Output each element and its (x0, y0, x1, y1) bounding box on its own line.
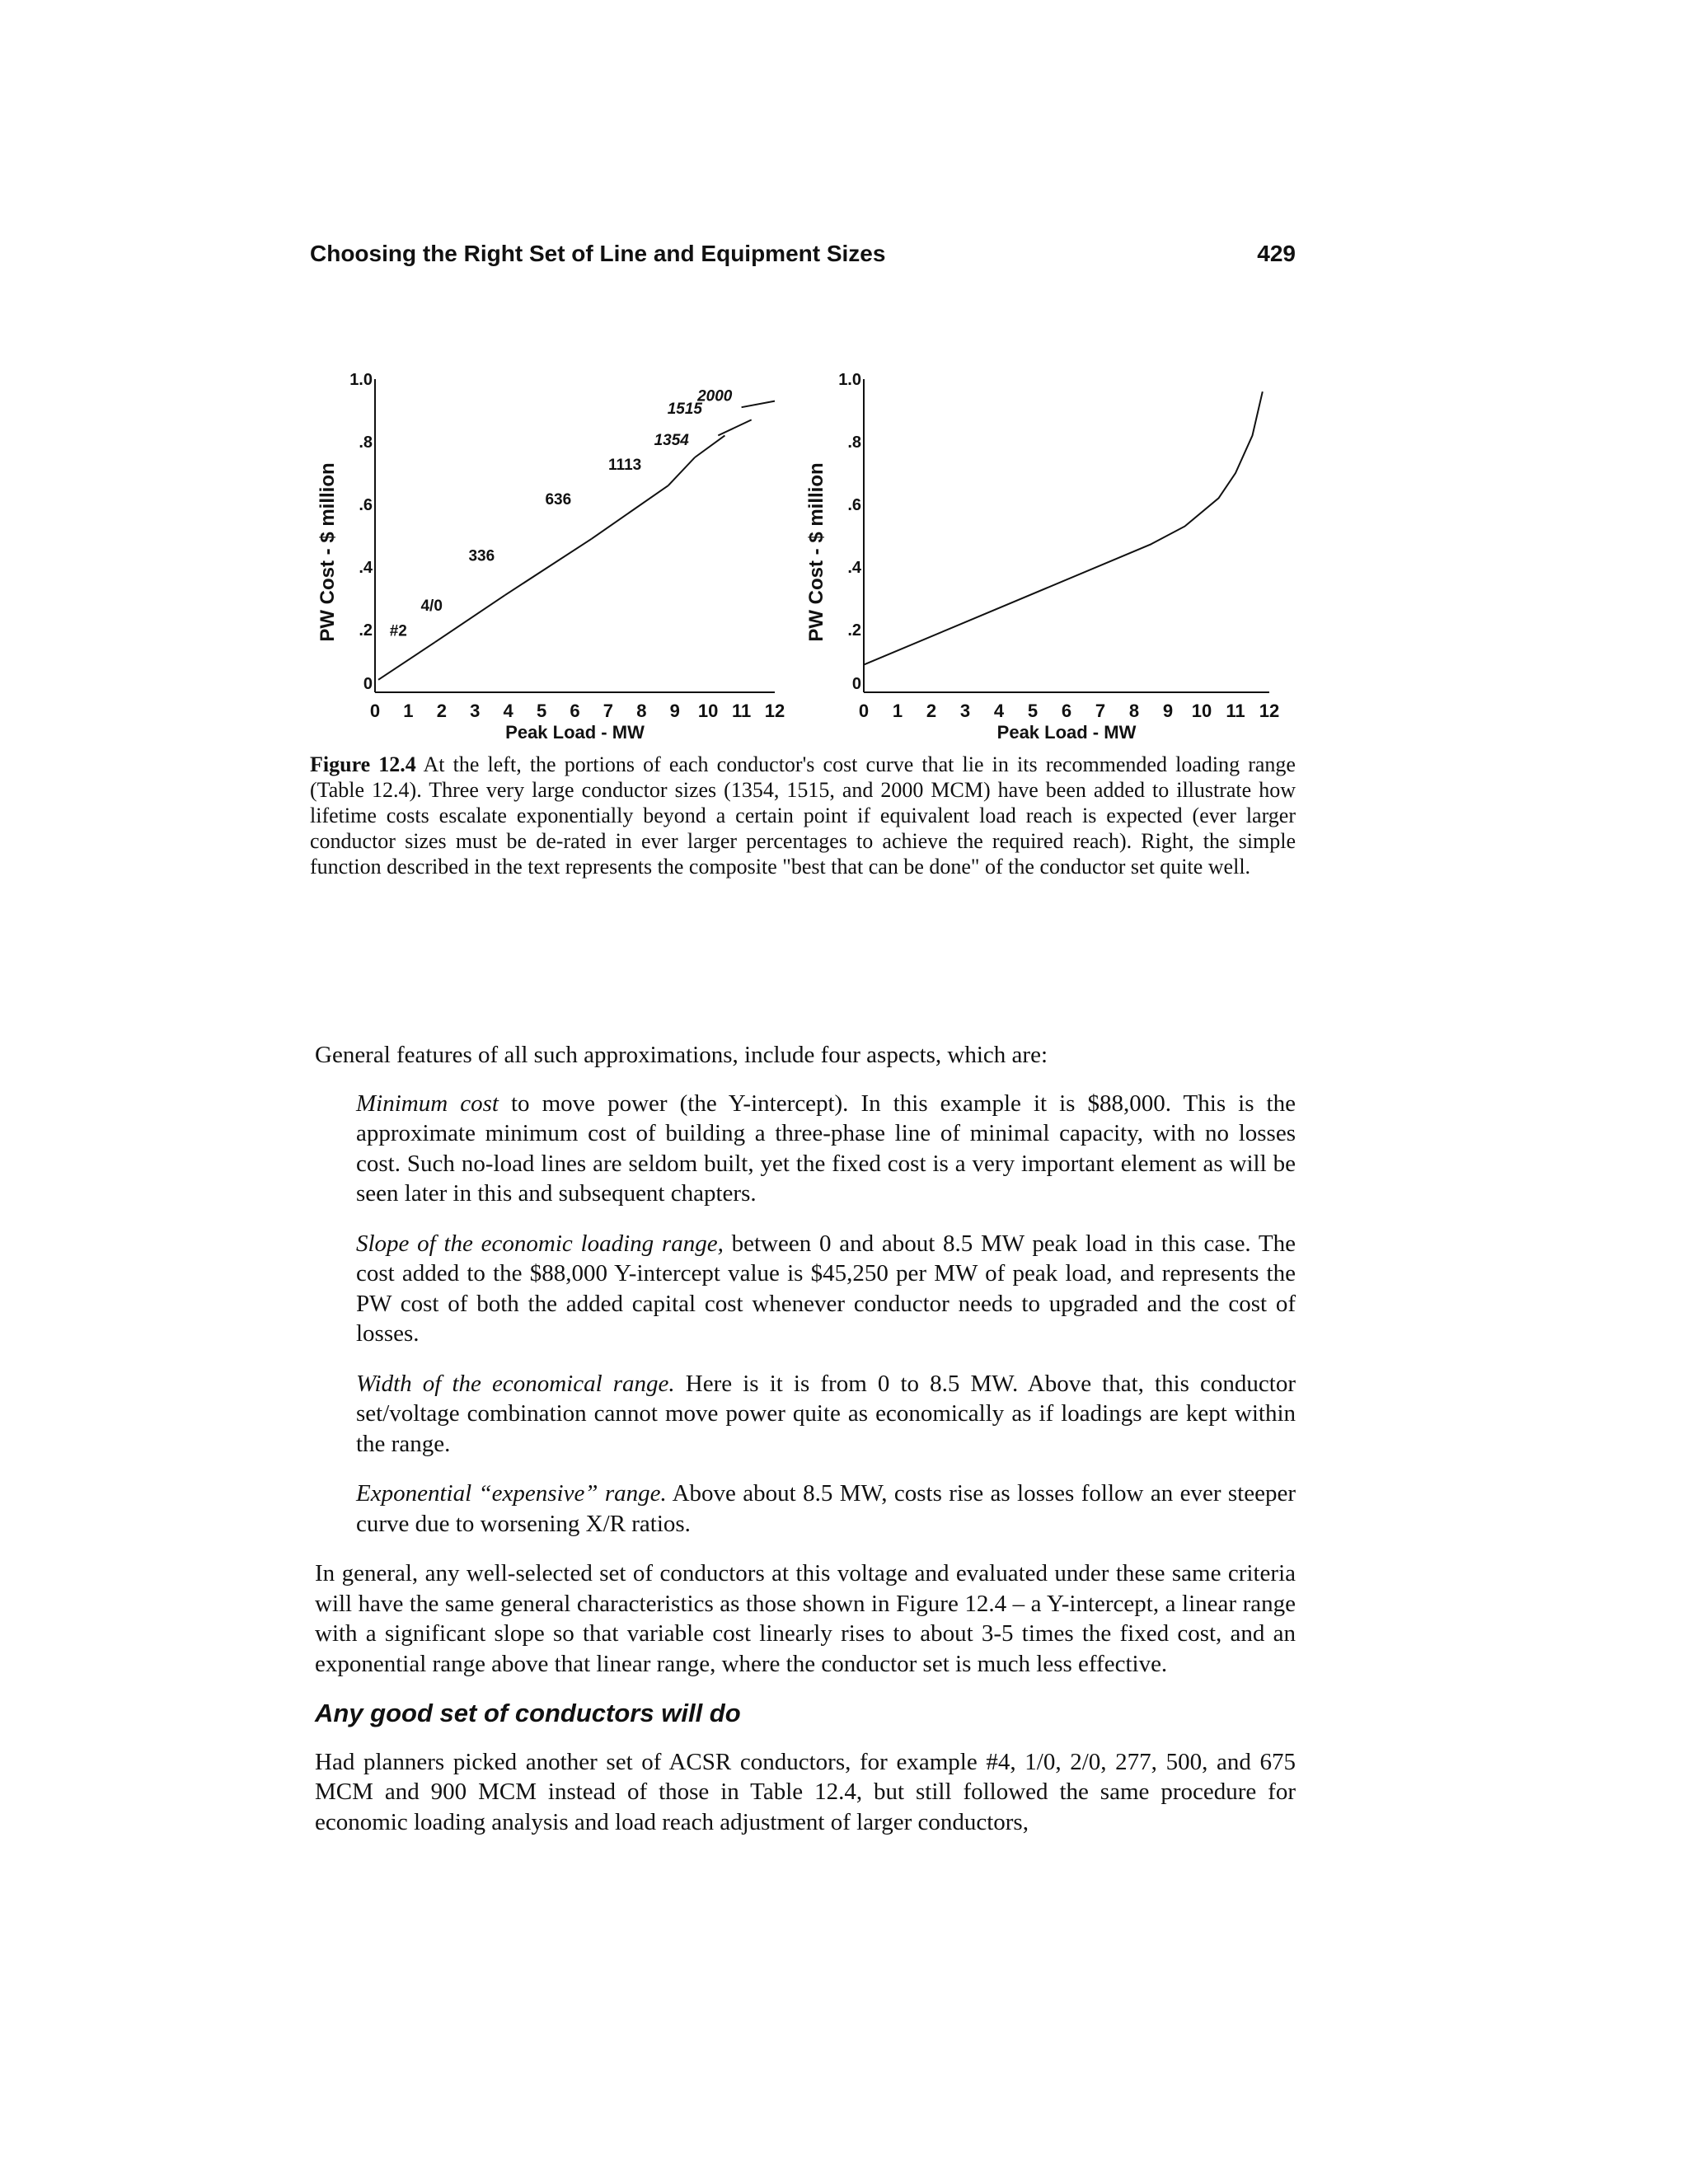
y-tick-label: .2 (847, 621, 861, 640)
body-text (315, 1040, 1296, 1857)
figure-12-4 (297, 363, 1311, 775)
x-tick-label: 0 (369, 701, 381, 721)
x-tick-label: 5 (536, 701, 547, 721)
x-tick-label: 4 (503, 701, 513, 721)
series-line-composite-approximation (864, 391, 1263, 664)
x-tick-label: 6 (570, 701, 580, 721)
figure-caption (310, 752, 1296, 879)
y-tick-label: .2 (359, 621, 373, 640)
feature-term: Exponential “expensive” range. (356, 1480, 667, 1507)
y-tick-label: .6 (359, 496, 373, 514)
feature-item (356, 1369, 1296, 1460)
series-line--2 (378, 642, 435, 680)
x-tick-label: 12 (764, 701, 785, 721)
x-tick-label: 10 (697, 701, 719, 721)
x-tick-label: 10 (1191, 701, 1212, 721)
series-line-1515 (718, 419, 751, 435)
page-number: 429 (1257, 241, 1296, 266)
feature-term: Width of the economical range. (356, 1370, 675, 1397)
series-line-336 (505, 539, 592, 595)
section-heading: Any good set of conductors will do (315, 1699, 741, 1727)
x-tick-label: 6 (1061, 701, 1072, 721)
x-tick-label: 12 (1259, 701, 1280, 721)
x-tick-label: 11 (1226, 701, 1245, 721)
conductor-size-label: 336 (468, 547, 495, 565)
y-axis-title: PW Cost - $ million (805, 462, 828, 642)
x-tick-label: 3 (470, 701, 481, 721)
conductor-size-label: 636 (545, 491, 572, 509)
x-tick-label: 8 (636, 701, 647, 721)
feature-term: Minimum cost (356, 1090, 499, 1117)
series-line-1354 (695, 435, 724, 457)
x-tick-label: 4 (993, 701, 1005, 721)
y-tick-label: .6 (847, 496, 861, 514)
figure-svg (297, 363, 1311, 775)
y-tick-label: 0 (363, 675, 373, 693)
feature-item (356, 1089, 1296, 1209)
x-tick-label: 8 (1128, 701, 1140, 721)
conductor-size-label: #2 (389, 622, 407, 640)
x-tick-label: 9 (1162, 701, 1174, 721)
caption-label: Figure 12.4 (310, 752, 416, 776)
x-tick-label: 7 (603, 701, 614, 721)
conductor-size-label: 1354 (654, 431, 689, 449)
y-tick-label: .8 (359, 434, 373, 452)
x-tick-label: 1 (403, 701, 414, 721)
conductor-size-label: 1113 (608, 457, 642, 475)
x-tick-label: 2 (926, 701, 937, 721)
y-tick-label: 1.0 (838, 371, 861, 389)
x-tick-label: 11 (731, 701, 752, 721)
body-paragraph: Had planners picked another set of ACSR conductors, for example #4, 1/0, 2/0, 277, 500, and 675 MCM and 900 MCM instead of those in Table 12.4, but still followed the same procedure for economic loading analysis and load reach adjustment of larger conductors, (315, 1748, 1296, 1835)
series-line-4-0 (435, 595, 505, 642)
conductor-size-label: 1515 (667, 400, 703, 418)
x-tick-label: 7 (1095, 701, 1106, 721)
series-line-636 (592, 485, 668, 539)
x-tick-label: 1 (892, 701, 903, 721)
x-tick-label: 0 (858, 701, 870, 721)
caption-text: At the left, the portions of each conductor's cost curve that lie in its recommended loading range (Table 12.4). Three very large conductor sizes (1354, 1515, and 2000 MCM) have been added to illustrate how lifetime costs escalate exponentially beyond a certain point if equivalent load reach is expected (ever larger conductor sizes must be de-rated in ever larger percentages to achieve the required reach). Right, the simple function described in the text represents the composite "best that can be done" of the conductor set quite well. (310, 752, 1296, 879)
series-line-2000 (742, 401, 775, 408)
x-tick-label: 2 (436, 701, 447, 721)
feature-text: to move power (the Y-intercept). In this example it is $88,000. This is the approximate minimum cost of building a three-phase line of minimal capacity, with no losses cost. Such no-load lines are seldom built, yet the fixed cost is a very important element as will be seen later in this and subsequent chapters. (356, 1090, 1296, 1207)
series-line-1113 (668, 457, 695, 485)
x-tick-label: 9 (669, 701, 680, 721)
x-tick-label: 5 (1027, 701, 1039, 721)
conductor-size-label: 2000 (697, 387, 733, 405)
page-header (310, 241, 1296, 274)
feature-term: Slope of the economic loading range, (356, 1230, 724, 1257)
feature-text: Here is it is from 0 to 8.5 MW. Above that, this conductor set/voltage combination cannot move power quite as economically as if loadings are kept within the range. (356, 1370, 1296, 1457)
y-tick-label: .4 (359, 559, 373, 577)
y-axis-title: PW Cost - $ million (316, 462, 339, 642)
y-tick-label: 1.0 (349, 371, 373, 389)
x-axis-title: Peak Load - MW (505, 722, 645, 743)
y-tick-label: .8 (847, 434, 861, 452)
feature-item (356, 1229, 1296, 1349)
body-paragraph: In general, any well-selected set of conductors at this voltage and evaluated under these same criteria will have the same general characteristics as those shown in Figure 12.4 – a Y-intercept, a linear range with a significant slope so that variable cost linearly rises to about 3-5 times the fixed cost, and an exponential range above that linear range, where the conductor set is much less effective. (315, 1560, 1296, 1677)
y-tick-label: 0 (851, 675, 861, 693)
feature-item (356, 1479, 1296, 1539)
conductor-size-label: 4/0 (420, 598, 443, 616)
y-tick-label: .4 (847, 559, 861, 577)
feature-text: between 0 and about 8.5 MW peak load in this case. The cost added to the $88,000 Y-intercept value is $45,250 per MW of peak load, and represents the PW cost of both the added capital cost whenever conductor needs to upgraded and the cost of losses. (356, 1230, 1296, 1347)
intro-paragraph: General features of all such approximations, include four aspects, which are: (315, 1042, 1048, 1068)
running-title: Choosing the Right Set of Line and Equipment Sizes (310, 241, 886, 266)
x-tick-label: 3 (959, 701, 971, 721)
x-axis-title: Peak Load - MW (996, 722, 1137, 743)
feature-text: Above about 8.5 MW, costs rise as losses follow an ever steeper curve due to worsening X/R ratios. (356, 1480, 1296, 1537)
